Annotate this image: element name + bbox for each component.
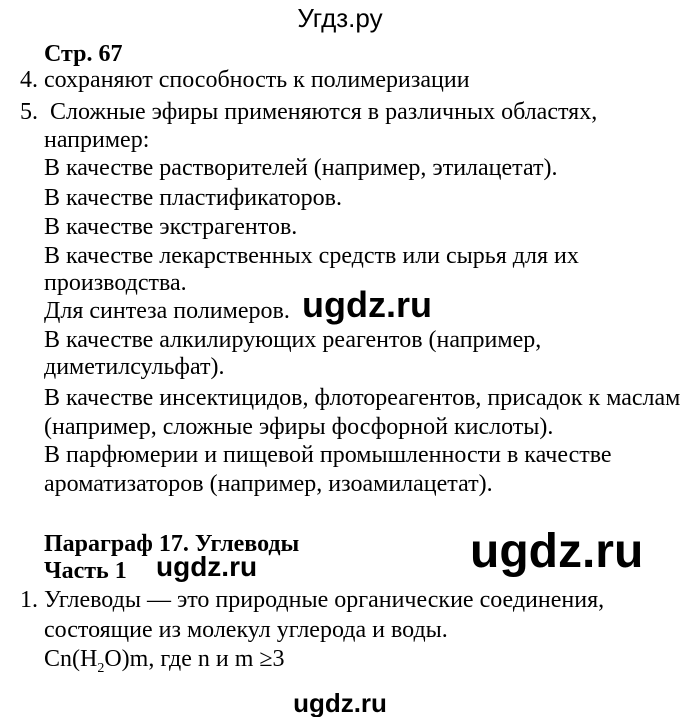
item-text: Для синтеза полимеров. (44, 298, 290, 324)
item-number: 4. (20, 67, 38, 93)
item-text: В качестве лекарственных средств или сырья для их (44, 243, 579, 269)
item-text: В качестве пластификаторов. (44, 185, 342, 211)
item-number: 5. (20, 99, 38, 125)
item-text: Углеводы — это природные органические соединения, (44, 587, 605, 613)
section-title: Параграф 17. Углеводы (44, 531, 300, 557)
page-label: Стр. 67 (44, 41, 123, 67)
watermark: ugdz.ru (293, 688, 387, 717)
item-text: В качестве растворителей (например, этилацетат). (44, 155, 558, 181)
item-text: В качестве алкилирующих реагентов (например, (44, 327, 542, 353)
formula (44, 646, 285, 676)
item-text: сохраняют способность к полимеризации (44, 67, 470, 93)
item-text: состоящие из молекул углерода и воды. (44, 617, 448, 643)
item-text: (например, сложные эфиры фосфорной кислоты). (44, 414, 554, 440)
item-text: ароматизаторов (например, изоамилацетат). (44, 471, 493, 497)
item-text: производства. (44, 270, 187, 296)
item-text: В качестве инсектицидов, флотореагентов, присадок к маслам (44, 385, 680, 411)
item-text: В парфюмерии и пищевой промышленности в качестве (44, 442, 612, 468)
formula-part: Cn(H (44, 646, 98, 672)
item-text: диметилсульфат). (44, 354, 225, 380)
item-text: например: (44, 127, 150, 153)
formula-subscript: 2 (97, 660, 105, 676)
item-number: 1. (20, 587, 38, 613)
watermark: ugdz.ru (302, 284, 432, 325)
item-text: Сложные эфиры применяются в различных областях, (50, 99, 598, 125)
site-header: Угдз.ру (297, 3, 383, 33)
watermark: ugdz.ru (470, 525, 644, 578)
item-text: В качестве экстрагентов. (44, 214, 298, 240)
part-title: Часть 1 (44, 558, 127, 584)
formula-part: O)m, где n и m ≥3 (104, 646, 285, 672)
watermark: ugdz.ru (156, 551, 258, 582)
